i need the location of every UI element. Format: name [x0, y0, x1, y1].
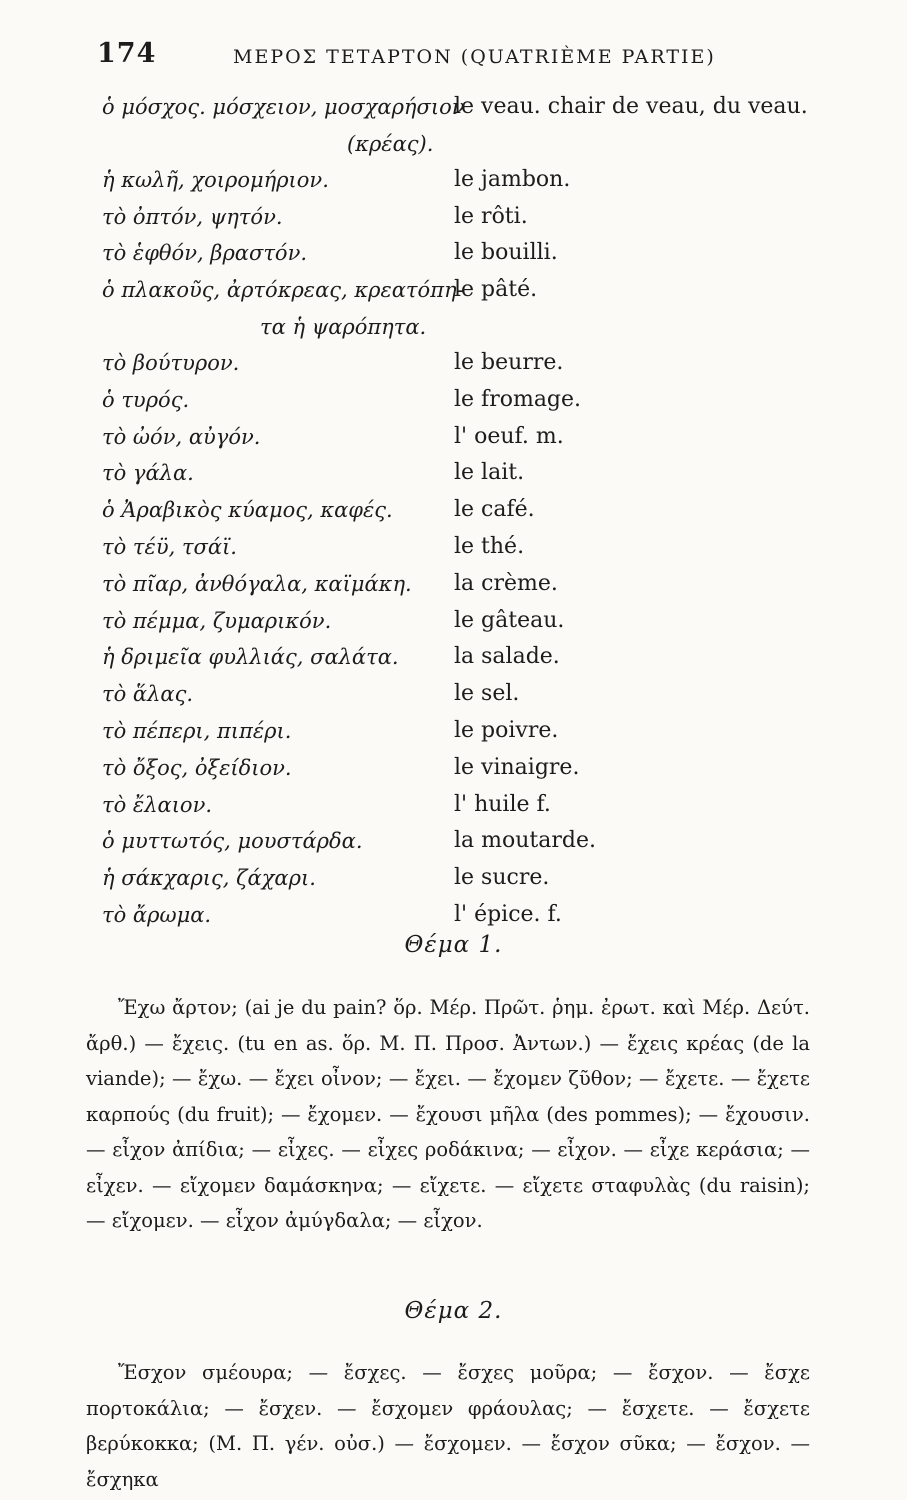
vocab-row — [102, 679, 822, 716]
greek-term: τὸ τέϋ, τσάϊ. — [102, 534, 237, 559]
theme-1-text: Ἔχω ἄρτον; (ai je du pain? ὅρ. Μέρ. Πρῶτ. ῥημ. ἐρωτ. καὶ Μέρ. Δεύτ. ἄρθ.) — ἔχεις. (tu en as. ὅρ. Μ. Π. Προσ. Ἀντων.) — ἔχεις κρέας (de la viande); — ἔχω. — ἔχει οἶνον; — ἔχει. — ἔχομεν ζῦθον; — ἔχετε. — ἔχετε καρπούς (du fruit); — ἔχομεν. — ἔχουσι μῆλα (des pommes); — ἔχουσιν. — εἶχον ἀπίδια; — εἶχες. — εἶχες ροδάκινα; — εἶχον. — εἶχε κεράσια; — εἶχεν. — εἴχομεν δαμάσκηνα; — εἴχετε. — εἴχετε σταφυλὰς (du raisin); — εἴχομεν. — εἶχον ἀμύγδαλα; — εἶχον. — [86, 996, 810, 1232]
vocab-row — [102, 348, 822, 385]
vocab-row — [102, 716, 822, 753]
greek-term: τὸ ὠόν, αὐγόν. — [102, 424, 261, 449]
french-term: la moutarde. — [454, 828, 596, 854]
vocab-row — [102, 606, 822, 643]
greek-term: ἡ κωλῆ, χοιρομήριον. — [102, 167, 329, 192]
french-term: le beurre. — [454, 349, 564, 375]
greek-term: τὸ γάλα. — [102, 461, 194, 486]
french-term: le sucre. — [454, 865, 550, 891]
vocab-row — [102, 202, 822, 239]
page-number: 174 — [97, 38, 157, 69]
vocab-row — [102, 238, 822, 275]
greek-term: ἡ δριμεῖα φυλλιάς, σαλάτα. — [102, 645, 399, 670]
french-term: le rôti. — [454, 203, 528, 229]
greek-term: τὸ βούτυρον. — [102, 350, 240, 375]
greek-term: τὸ ἄρωμα. — [102, 902, 212, 927]
greek-term: τὸ ἑφθόν, βραστόν. — [102, 241, 308, 266]
french-term: l' oeuf. m. — [454, 423, 564, 449]
greek-term: ὁ μόσχος. μόσχειον, μοσχαρήσιον — [102, 95, 465, 119]
vocab-row — [102, 165, 822, 202]
vocab-row-continuation — [102, 129, 822, 165]
greek-term: τὸ πῖαρ, ἀνθόγαλα, καϊμάκη. — [102, 571, 412, 596]
french-term: le bouilli. — [454, 240, 558, 266]
french-term: le pâté. — [454, 277, 538, 303]
vocab-row — [102, 863, 822, 900]
theme-1-paragraph — [86, 990, 810, 1239]
theme-2-text: Ἔσχον σμέουρα; — ἔσχες. — ἔσχες μοῦρα; — ἔσχον. — ἔσχε πορτοκάλια; — ἔσχεν. — ἔσχομεν φράουλας; — ἔσχετε. — ἔσχετε βερύκοκκα; (Μ. Π. γέν. οὐσ.) — ἔσχομεν. — ἔσχον σῦκα; — ἔσχον. — ἔσχηκα — [86, 1361, 810, 1491]
greek-term: ἡ σάκχαρις, ζάχαρι. — [102, 866, 316, 891]
vocab-row — [102, 92, 822, 129]
french-term: le gâteau. — [454, 607, 565, 633]
french-term: le café. — [454, 497, 535, 523]
greek-term: ὁ πλακοῦς, ἀρτόκρεας, κρεατόπη- — [102, 278, 464, 303]
vocab-row — [102, 495, 822, 532]
french-term: l' épice. f. — [454, 901, 562, 927]
theme-2-paragraph — [86, 1355, 810, 1497]
vocab-row — [102, 385, 822, 422]
french-term: le poivre. — [454, 717, 559, 743]
vocab-row — [102, 458, 822, 495]
greek-term: τὸ ἔλαιον. — [102, 792, 213, 817]
greek-term: τὸ πέμμα, ζυμαρικόν. — [102, 608, 332, 633]
greek-term: τὸ ἅλας. — [102, 682, 194, 707]
french-term: le jambon. — [454, 166, 571, 192]
vocabulary-list — [102, 92, 822, 937]
french-term: le veau. chair de veau, du veau. — [454, 94, 808, 119]
vocab-row — [102, 826, 822, 863]
vocab-row — [102, 753, 822, 790]
theme-2-title: Θέμα 2. — [404, 1298, 503, 1324]
vocab-row-continuation — [102, 312, 822, 348]
greek-term-continuation: (κρέας). — [347, 131, 434, 156]
french-term: la salade. — [454, 644, 560, 670]
page-header — [97, 38, 817, 78]
greek-term: τὸ πέπερι, πιπέρι. — [102, 718, 292, 743]
french-term: le vinaigre. — [454, 754, 580, 780]
french-term: le fromage. — [454, 386, 582, 412]
vocab-row — [102, 275, 822, 312]
vocab-row — [102, 532, 822, 569]
vocab-row — [102, 642, 822, 679]
french-term: le thé. — [454, 533, 525, 559]
greek-term-continuation: τα ἡ ψαρόπητα. — [260, 314, 427, 339]
french-term: l' huile f. — [454, 791, 551, 817]
vocab-row — [102, 790, 822, 827]
greek-term: ὁ Ἀραβικὸς κύαμος, καφές. — [102, 498, 393, 523]
greek-term: ὁ μυττωτός, μουστάρδα. — [102, 829, 363, 854]
vocab-row — [102, 569, 822, 606]
french-term: la crème. — [454, 570, 558, 596]
running-title: ΜΕΡΟΣ ΤΕΤΑΡΤΟΝ (QUATRIÈME PARTIE) — [233, 46, 716, 68]
french-term: le lait. — [454, 460, 525, 486]
theme-1-title: Θέμα 1. — [404, 932, 503, 958]
greek-term: τὸ ὀπτόν, ψητόν. — [102, 204, 283, 229]
greek-term: ὁ τυρός. — [102, 387, 190, 412]
greek-term: τὸ ὄξος, ὀξείδιον. — [102, 755, 292, 780]
french-term: le sel. — [454, 681, 520, 707]
vocab-row — [102, 422, 822, 459]
